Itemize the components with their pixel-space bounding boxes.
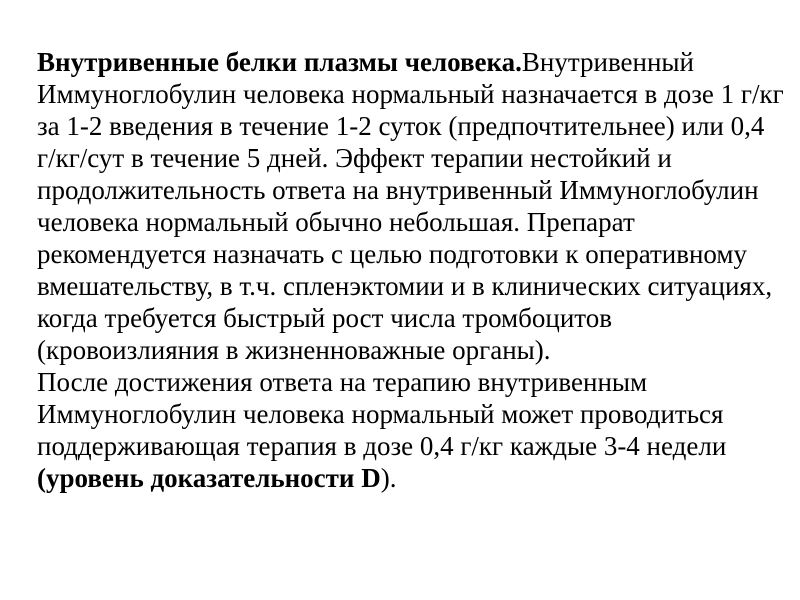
text-segment: человека нормальный обычно небольшая. Препарат: [37, 207, 635, 237]
text-line: [37, 270, 793, 302]
text-line: [37, 366, 793, 398]
text-line: [37, 46, 793, 78]
text-segment: когда требуется быстрый рост числа тромбоцитов: [37, 303, 612, 333]
text-segment: г/кг/сут в течение 5 дней. Эффект терапии нестойкий и: [37, 143, 672, 173]
text-line: [37, 430, 793, 462]
text-segment: за 1-2 введения в течение 1-2 суток (предпочтительнее) или 0,4: [37, 111, 765, 141]
text-line: [37, 78, 793, 110]
text-line: [37, 174, 793, 206]
text-line: [37, 142, 793, 174]
text-line: [37, 398, 793, 430]
text-line: [37, 462, 793, 494]
body-text: [37, 46, 793, 494]
text-segment: поддерживающая терапия в дозе 0,4 г/кг каждые 3-4 недели: [37, 431, 727, 461]
text-line: [37, 206, 793, 238]
bold-text-segment: Внутривенные белки плазмы человека.: [37, 47, 522, 77]
text-segment: вмешательству, в т.ч. спленэктомии и в клинических ситуациях,: [37, 271, 773, 301]
text-segment: Внутривенный: [521, 47, 695, 77]
text-line: [37, 334, 793, 366]
text-segment: продолжительность ответа на внутривенный Иммуноглобулин: [37, 175, 759, 205]
text-line: [37, 110, 793, 142]
text-segment: Иммуноглобулин человека нормальный назначается в дозе 1 г/кг: [37, 79, 784, 109]
text-segment: (кровоизлияния в жизненноважные органы).: [37, 335, 551, 365]
text-line: [37, 302, 793, 334]
bold-text-segment: (уровень доказательности D: [37, 463, 381, 493]
text-segment: рекомендуется назначать с целью подготовки к оперативному: [37, 239, 748, 269]
text-segment: ).: [380, 463, 397, 493]
text-line: [37, 238, 793, 270]
text-segment: После достижения ответа на терапию внутривенным: [37, 367, 648, 397]
text-segment: Иммуноглобулин человека нормальный может проводиться: [37, 399, 724, 429]
